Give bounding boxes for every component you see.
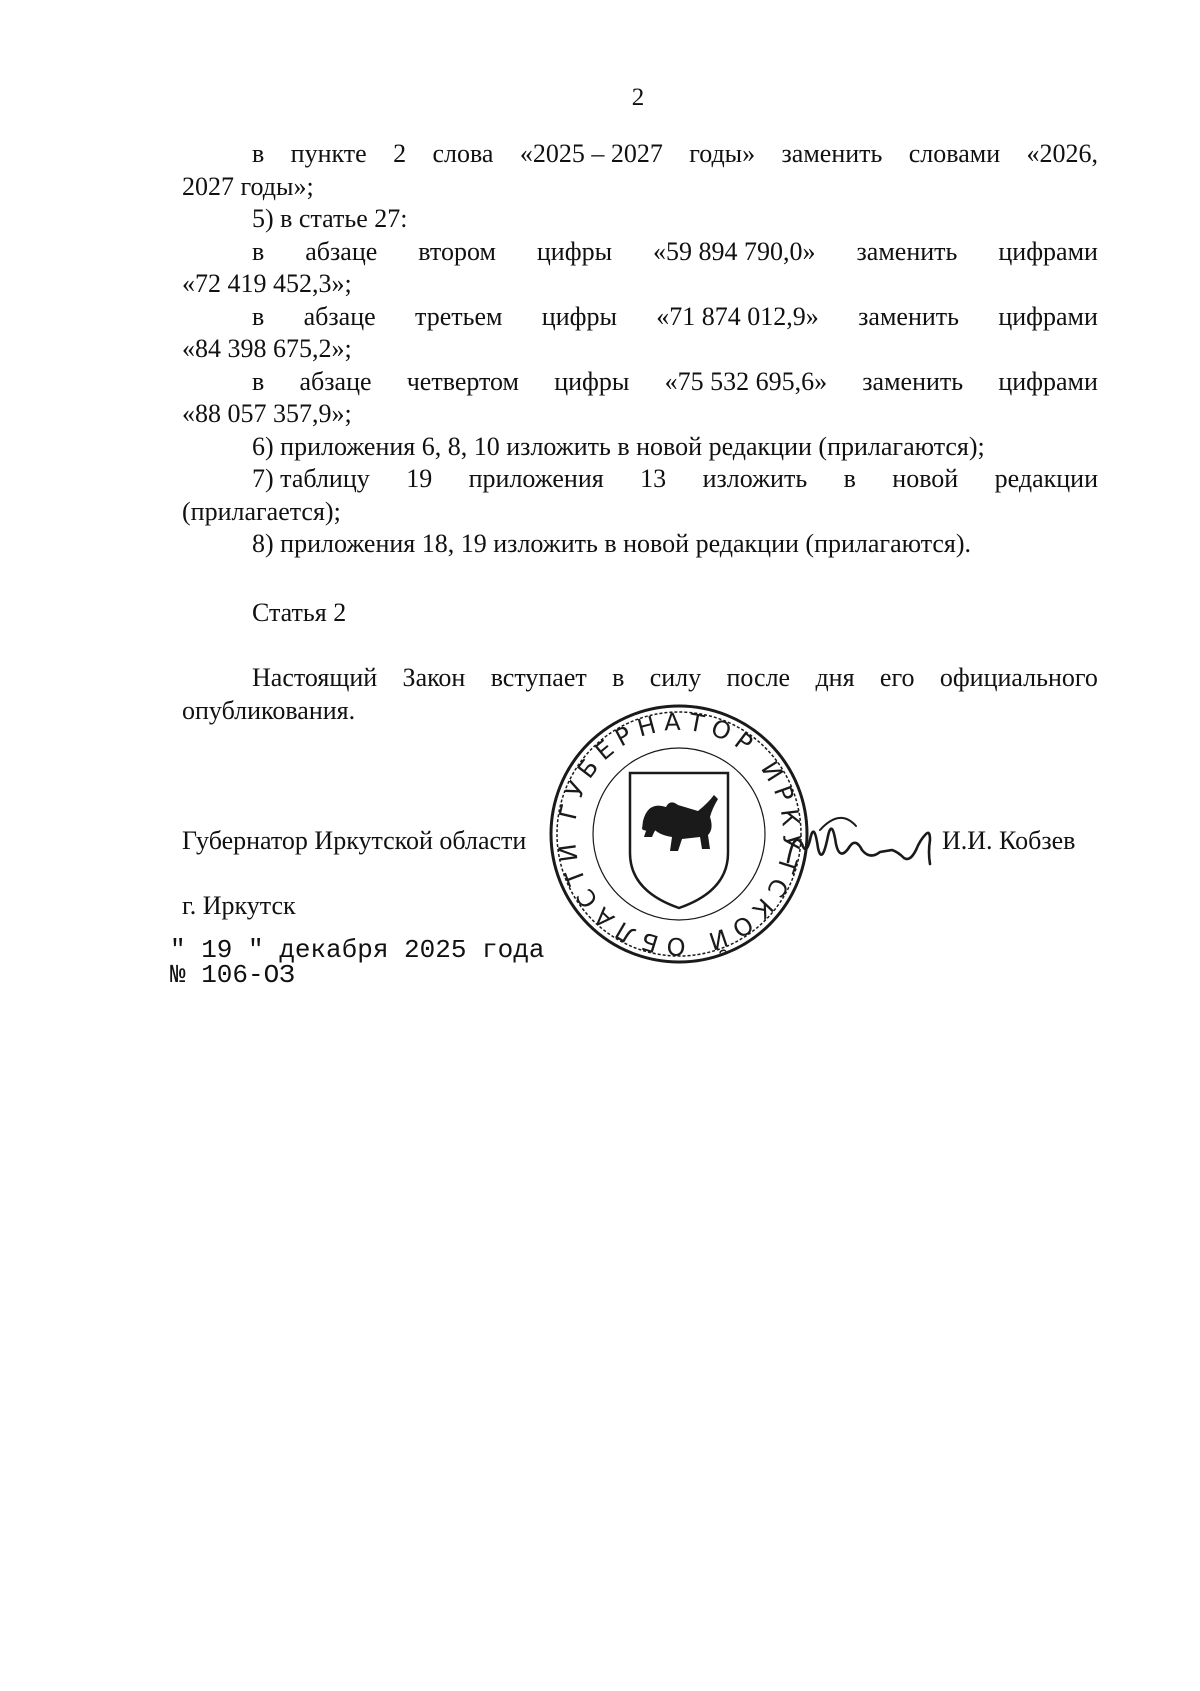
amendment-item-5c-word: «75 532 695,6» <box>664 366 828 396</box>
amendment-item-5a-word: абзаце <box>305 236 378 266</box>
article-2-line-1-word: вступает <box>490 663 587 692</box>
amendment-item-7-word: изложить <box>702 464 808 493</box>
article-2-line-1-word: силу <box>649 663 702 692</box>
amendment-item-5a-word: «59 894 790,0» <box>653 236 816 266</box>
amendment-item-5b-word: цифры <box>541 301 617 331</box>
article-2-line-1-word: Настоящий <box>252 663 378 692</box>
amendment-line-1-word: пункте <box>290 139 367 168</box>
coat-of-arms-icon <box>630 773 728 908</box>
seal-text: ГУБЕРНАТОР ИРКУТСКОЙ ОБЛАСТИ <box>552 707 806 961</box>
amendment-line-1-word: в <box>252 139 265 168</box>
amendment-item-7-cont: (прилагается); <box>182 496 341 526</box>
city-label: г. Иркутск <box>182 891 296 920</box>
article-2-title: Статья 2 <box>252 598 347 627</box>
amendment-item-5a-word: цифры <box>536 236 613 266</box>
amendment-item-7 <box>182 463 1098 496</box>
amendment-line-1-word: «2026, <box>1026 139 1098 168</box>
amendment-item-5b-word: «71 874 012,9» <box>656 301 819 331</box>
article-2-line-1 <box>182 662 1098 695</box>
amendment-item-7-word: новой <box>892 464 959 493</box>
official-seal-stamp <box>548 703 810 965</box>
amendment-item-5c-word: в <box>252 366 265 396</box>
amendment-line-1-word: годы» <box>689 139 756 168</box>
article-2-line-2: опубликования. <box>182 695 356 725</box>
amendment-item-7-word: 7) таблицу <box>252 464 370 493</box>
article-2-line-1-word: официального <box>939 663 1098 692</box>
amendment-item-5b <box>182 301 1098 334</box>
law-date: " 19 " декабря 2025 года <box>170 935 545 965</box>
amendment-item-5b-word: цифрами <box>998 301 1098 331</box>
amendment-line-1 <box>182 138 1098 171</box>
amendment-item-5c-cont: «88 057 357,9»; <box>182 399 352 428</box>
article-2-line-1-word: дня <box>815 663 855 692</box>
amendment-item-5b-word: заменить <box>858 301 959 331</box>
amendment-line-1-word: заменить <box>781 139 883 168</box>
article-2-line-1-word: после <box>726 663 791 692</box>
amendment-item-5a-word: заменить <box>856 236 958 266</box>
amendment-item-5c-word: цифры <box>554 366 630 396</box>
amendment-item-7-word: в <box>843 464 856 493</box>
amendment-item-7-word: редакции <box>994 464 1098 493</box>
amendment-line-1-word: 2 <box>393 139 407 168</box>
article-2-line-1-word: Закон <box>402 663 466 692</box>
amendment-item-5b-word: третьем <box>415 301 503 331</box>
amendment-item-7-word: 19 <box>406 464 433 493</box>
amendment-item-5a-cont: «72 419 452,3»; <box>182 269 352 298</box>
amendment-item-5a-word: в <box>252 236 265 266</box>
amendment-item-5c-word: цифрами <box>998 366 1098 396</box>
amendment-line-1-word: словами <box>908 139 1001 168</box>
amendment-item-7-word: приложения <box>468 464 604 493</box>
amendment-item-6: 6) приложения 6, 8, 10 изложить в новой редакции (прилагаются); <box>252 431 985 461</box>
amendment-item-5a-word: втором <box>418 236 496 266</box>
amendment-item-5c <box>182 366 1098 399</box>
amendment-item-5b-word: абзаце <box>303 301 376 331</box>
governor-position: Губернатор Иркутской области <box>182 826 527 855</box>
article-2-line-1-word: в <box>612 663 625 692</box>
page-number: 2 <box>631 84 645 111</box>
governor-name: И.И. Кобзев <box>942 826 1076 855</box>
amendments-block <box>182 138 1098 561</box>
amendment-line-1-word: слова <box>432 139 494 168</box>
amendment-item-5b-cont: «84 398 675,2»; <box>182 334 352 363</box>
article-2-line-1-word: его <box>879 663 915 692</box>
amendment-item-8: 8) приложения 18, 19 изложить в новой редакции (прилагаются). <box>252 529 972 558</box>
amendment-item-5c-word: четвертом <box>406 366 520 396</box>
amendment-item-5b-word: в <box>252 301 265 331</box>
law-number: № 106-ОЗ <box>170 960 295 990</box>
amendment-item-5c-word: абзаце <box>299 366 372 396</box>
amendment-item-5c-word: заменить <box>862 366 964 396</box>
amendment-item-5a <box>182 236 1098 269</box>
amendment-line-1-word: «2025 – 2027 <box>519 139 663 168</box>
handwritten-signature <box>780 800 945 880</box>
amendment-item-7-word: 13 <box>640 464 667 493</box>
amendment-item-5: 5) в статье 27: <box>252 204 408 233</box>
amendment-item-5a-word: цифрами <box>998 236 1098 266</box>
amendment-line-1-cont: 2027 годы»; <box>182 171 314 201</box>
